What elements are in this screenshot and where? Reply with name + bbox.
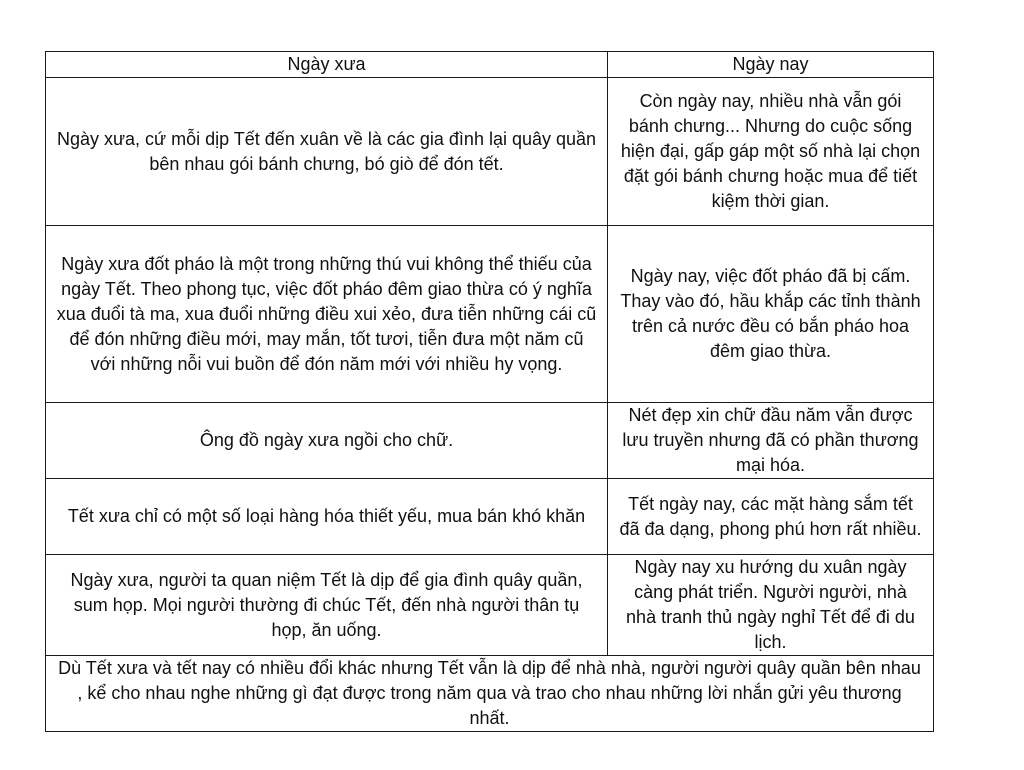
cell-new-hang-hoa: Tết ngày nay, các mặt hàng sắm tết đã đa dạng, phong phú hơn rất nhiều. bbox=[608, 479, 934, 555]
table-row bbox=[46, 78, 934, 226]
conclusion-cell: Dù Tết xưa và tết nay có nhiều đổi khác nhưng Tết vẫn là dịp để nhà nhà, người người quây quần bên nhau , kể cho nhau nghe những gì đạt được trong năm qua và trao cho nhau những lời nhắn gửi yêu thương nhất. bbox=[46, 656, 934, 732]
header-old: Ngày xưa bbox=[46, 52, 608, 78]
cell-old-cho-chu: Ông đồ ngày xưa ngồi cho chữ. bbox=[46, 403, 608, 479]
cell-old-sum-hop: Ngày xưa, người ta quan niệm Tết là dịp để gia đình quây quần, sum họp. Mọi người thường đi chúc Tết, đến nhà người thân tụ họp, ăn uống. bbox=[46, 555, 608, 656]
cell-new-phao: Ngày nay, việc đốt pháo đã bị cấm. Thay vào đó, hầu khắp các tỉnh thành trên cả nước đều có bắn pháo hoa đêm giao thừa. bbox=[608, 226, 934, 403]
conclusion-row bbox=[46, 656, 934, 732]
table-row bbox=[46, 555, 934, 656]
cell-old-banh-chung: Ngày xưa, cứ mỗi dịp Tết đến xuân về là các gia đình lại quây quần bên nhau gói bánh chưng, bó giò để đón tết. bbox=[46, 78, 608, 226]
comparison-table bbox=[45, 51, 934, 732]
header-row bbox=[46, 52, 934, 78]
cell-old-phao: Ngày xưa đốt pháo là một trong những thú vui không thể thiếu của ngày Tết. Theo phong tục, việc đốt pháo đêm giao thừa có ý nghĩa xua đuổi tà ma, xua đuổi những điều xui xẻo, đưa tiễn những cái cũ để đón những điều mới, may mắn, tốt tươi, tiễn đưa một năm cũ với những nỗi vui buồn để đón năm mới với nhiều hy vọng. bbox=[46, 226, 608, 403]
header-new: Ngày nay bbox=[608, 52, 934, 78]
cell-new-banh-chung: Còn ngày nay, nhiều nhà vẫn gói bánh chưng... Nhưng do cuộc sống hiện đại, gấp gáp một số nhà lại chọn đặt gói bánh chưng hoặc mua để tiết kiệm thời gian. bbox=[608, 78, 934, 226]
cell-old-hang-hoa: Tết xưa chỉ có một số loại hàng hóa thiết yếu, mua bán khó khăn bbox=[46, 479, 608, 555]
table-row bbox=[46, 226, 934, 403]
table-row bbox=[46, 403, 934, 479]
cell-new-cho-chu: Nét đẹp xin chữ đầu năm vẫn được lưu truyền nhưng đã có phần thương mại hóa. bbox=[608, 403, 934, 479]
table-row bbox=[46, 479, 934, 555]
cell-new-du-lich: Ngày nay xu hướng du xuân ngày càng phát triển. Người người, nhà nhà tranh thủ ngày nghỉ Tết để đi du lịch. bbox=[608, 555, 934, 656]
